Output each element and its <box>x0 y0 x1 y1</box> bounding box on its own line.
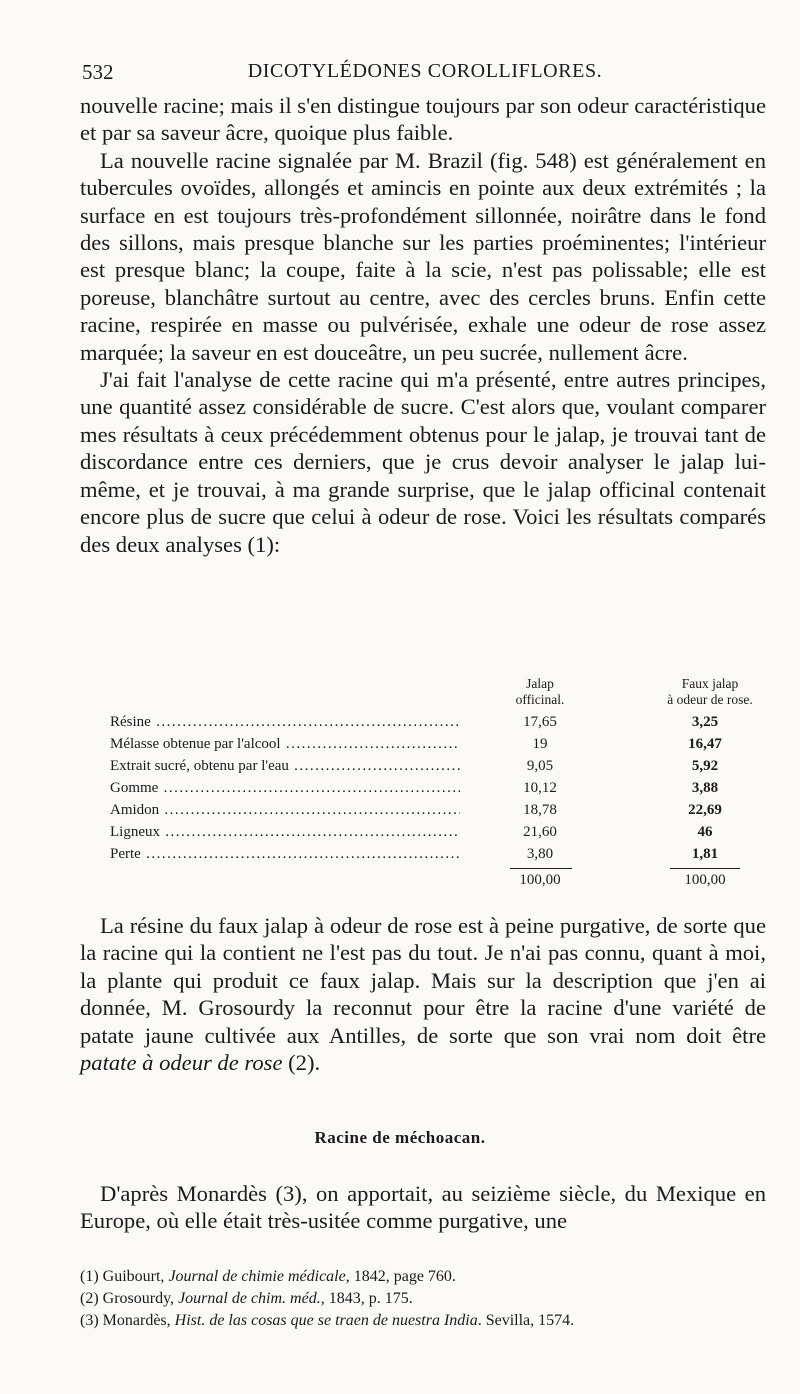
row-label: Résine ..... <box>110 714 460 731</box>
value-officinal: 21,60 <box>523 824 557 840</box>
running-title: DICOTYLÉDONES COROLLIFLORES. <box>247 60 603 82</box>
table-row <box>110 780 770 802</box>
value-faux: 16,47 <box>688 736 722 752</box>
final-paragraph: D'après Monardès (3), on apportait, au seizième siècle, du Mexique en Europe, où elle était très-usitée comme purgative, une <box>80 1181 766 1234</box>
table-row <box>110 824 770 846</box>
section-heading: Racine de méchoacan. <box>314 1128 486 1147</box>
value-officinal: 10,12 <box>523 780 557 796</box>
paragraph-2: La nouvelle racine signalée par M. Brazil (fig. 548) est généralement en tubercules ovoïdes, allongés et amincis en pointe aux deux extrémités ; la surface en est toujours très-profondément sillonnée, noirâtre dans le fond des sillons, mais presque blanche sur les parties proéminentes; l'intérieur est presque blanc; la coupe, faite à la scie, n'est pas polissable; elle est poreuse, blanchâtre surtout au centre, avec des cercles bruns. Enfin cette racine, respirée en masse ou pulvérisée, exhale une odeur de rose assez marquée; la saveur en est douceâtre, un peu sucrée, nullement âcre. <box>80 147 766 365</box>
body-text <box>80 92 766 558</box>
totals-row <box>110 872 770 894</box>
paragraph-1: nouvelle racine; mais il s'en distingue toujours par son odeur caractéristique et par sa saveur âcre, quoique plus faible. <box>80 93 766 146</box>
value-officinal: 9,05 <box>526 758 554 774</box>
footnote-2: (2) Grosourdy, Journal de chim. méd., 1843, p. 175. <box>80 1290 413 1307</box>
column-header-faux-jalap: Faux jalap à odeur de rose. <box>667 676 753 707</box>
row-label: Amidon ..... <box>110 802 460 819</box>
value-faux: 1,81 <box>691 846 719 862</box>
sum-rule <box>510 868 572 869</box>
table-row <box>110 846 770 868</box>
total-faux: 100,00 <box>684 872 726 888</box>
row-label: Gomme ..... <box>110 780 460 797</box>
sum-rule <box>670 868 740 869</box>
footnote-1: (1) Guibourt, Journal de chimie médicale, 1842, page 760. <box>80 1268 456 1285</box>
table-row <box>110 802 770 824</box>
footnotes <box>80 1266 766 1332</box>
table-row <box>110 714 770 736</box>
page-number: 532 <box>82 60 114 84</box>
value-officinal: 18,78 <box>523 802 557 818</box>
paragraph-after-table: La résine du faux jalap à odeur de rose est à peine purgative, de sorte que la racine qui la contient ne l'est pas du tout. Je n'ai pas connu, quant à moi, la plante qui produit ce faux jalap. Mais sur la description que j'en ai donnée, M. Grosourdy la reconnut pour être la racine d'une variété de patate jaune cultivée aux Antilles, de sorte que son vrai nom doit être patate à odeur de rose (2). <box>80 913 766 1076</box>
total-officinal: 100,00 <box>519 872 561 888</box>
value-faux: 3,25 <box>691 714 719 730</box>
row-label: Mélasse obtenue par l'alcool ..... <box>110 736 460 753</box>
footnote-3: (3) Monardès, Hist. de las cosas que se traen de nuestra India. Sevilla, 1574. <box>80 1312 575 1329</box>
value-officinal: 17,65 <box>523 714 557 730</box>
value-faux: 22,69 <box>688 802 722 818</box>
italic-term: patate à odeur de rose <box>80 1050 283 1076</box>
row-label: Extrait sucré, obtenu par l'eau ..... <box>110 758 460 775</box>
comparison-table <box>110 674 770 894</box>
table-row <box>110 758 770 780</box>
value-faux: 46 <box>697 824 713 840</box>
column-header-jalap-officinal: Jalap officinal. <box>515 676 565 707</box>
row-label: Ligneux ..... <box>110 824 460 841</box>
value-faux: 3,88 <box>691 780 719 796</box>
value-faux: 5,92 <box>691 758 719 774</box>
paragraph-3: J'ai fait l'analyse de cette racine qui m'a présenté, entre autres principes, une quantité assez considérable de sucre. C'est alors que, voulant comparer mes résultats à ceux précédemment obtenus pour le jalap, je trouvai tant de discordance entre ces derniers, que je crus devoir analyser le jalap lui-même, et je trouvai, à ma grande surprise, que le jalap officinal contenait encore plus de sucre que celui à odeur de rose. Voici les résultats comparés des deux analyses (1): <box>80 367 766 557</box>
value-officinal: 3,80 <box>526 846 554 862</box>
value-officinal: 19 <box>532 736 548 752</box>
row-label: Perte ..... <box>110 846 460 863</box>
page-header <box>80 56 770 86</box>
table-row <box>110 736 770 758</box>
